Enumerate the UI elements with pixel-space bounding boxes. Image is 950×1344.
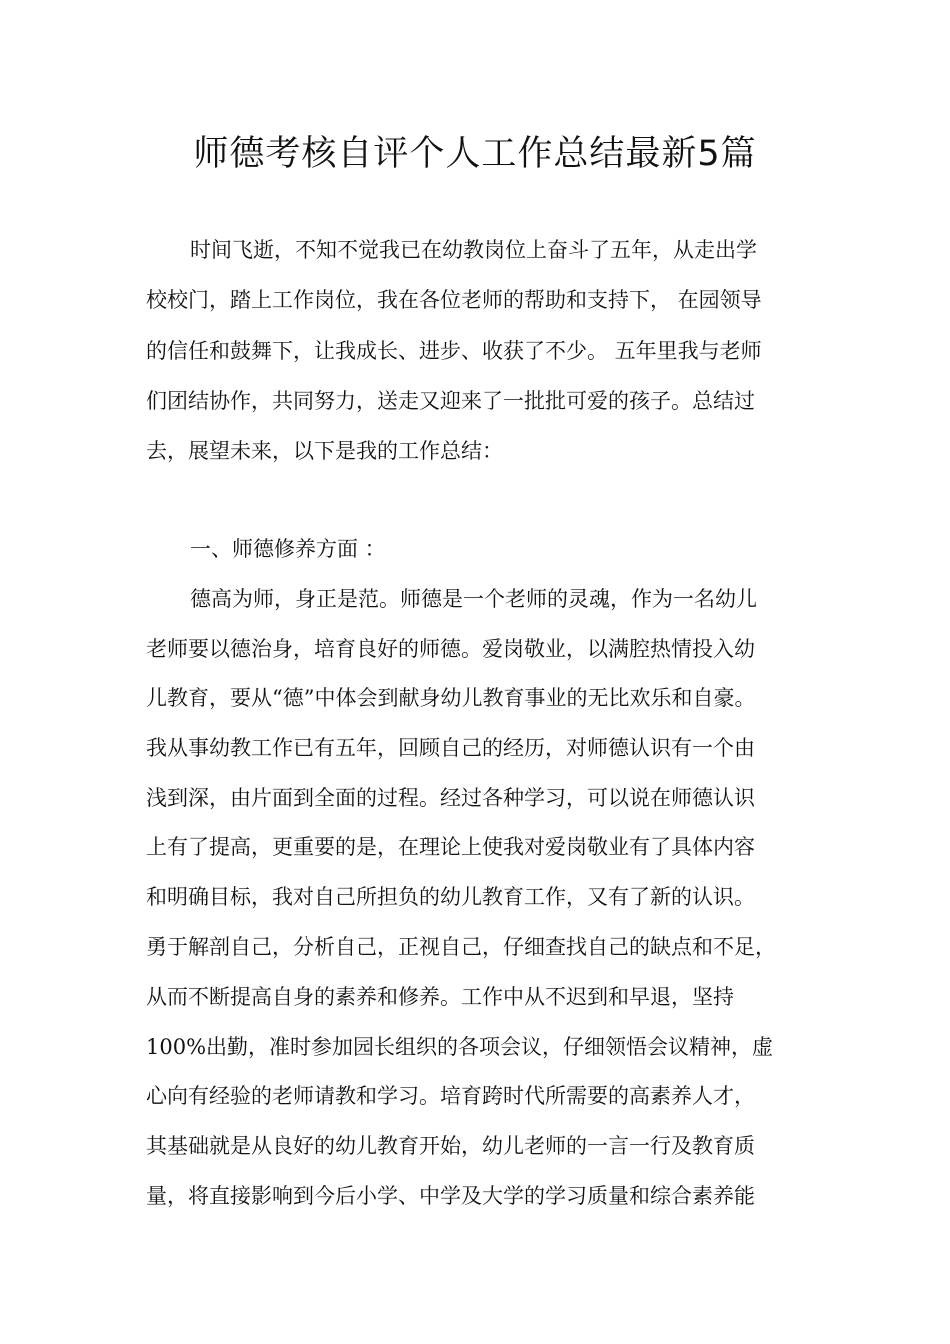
intro-line: 校校门，踏上工作岗位，我在各位老师的帮助和支持下， 在园领导: [146, 288, 762, 312]
body-line: 心向有经验的老师请教和学习。培育跨时代所需要的高素养人才，: [146, 1084, 755, 1108]
body-line: 儿教育，要从“德”中体会到献身幼儿教育事业的无比欢乐和自豪。: [146, 686, 756, 710]
body-line: 上有了提高，更重要的是，在理论上使我对爱岗敬业有了具体内容: [146, 835, 755, 859]
body-line: 100%出勤，准时参加园长组织的各项会议，仔细领悟会议精神，虚: [146, 1035, 774, 1059]
document-title: 师德考核自评个人工作总结最新5篇: [193, 134, 757, 174]
intro-line: 们团结协作，共同努力，送走又迎来了一批批可爱的孩子。总结过: [146, 389, 755, 413]
body-line: 德高为师，身正是范。师德是一个老师的灵魂，作为一名幼儿: [190, 587, 757, 611]
body-line: 其基础就是从良好的幼儿教育开始，幼儿老师的一言一行及教育质: [146, 1134, 755, 1158]
section-heading: 一、师德修养方面 ：: [190, 537, 386, 561]
body-line: 从而不断提高自身的素养和修养。工作中从不迟到和早退，坚持: [146, 985, 734, 1009]
intro-line: 的信任和鼓舞下，让我成长、进步、收获了不少。 五年里我与老师: [146, 339, 762, 363]
body-line: 老师要以德治身，培育良好的师德。爱岗敬业，以满腔热情投入幼: [146, 637, 755, 661]
intro-line: 时间飞逝，不知不觉我已在幼教岗位上奋斗了五年，从走出学: [190, 238, 757, 262]
body-line: 量，将直接影响到今后小学、中学及大学的学习质量和综合素养能: [146, 1184, 755, 1208]
body-line: 和明确目标，我对自己所担负的幼儿教育工作，又有了新的认识。: [146, 885, 755, 909]
body-line: 勇于解剖自己，分析自己，正视自己，仔细查找自己的缺点和不足，: [146, 935, 776, 959]
intro-line: 去，展望未来，以下是我的工作总结：: [146, 439, 503, 463]
body-line: 浅到深，由片面到全面的过程。经过各种学习，可以说在师德认识: [146, 786, 755, 810]
body-line: 我从事幼教工作已有五年，回顾自己的经历，对师德认识有一个由: [146, 736, 755, 760]
